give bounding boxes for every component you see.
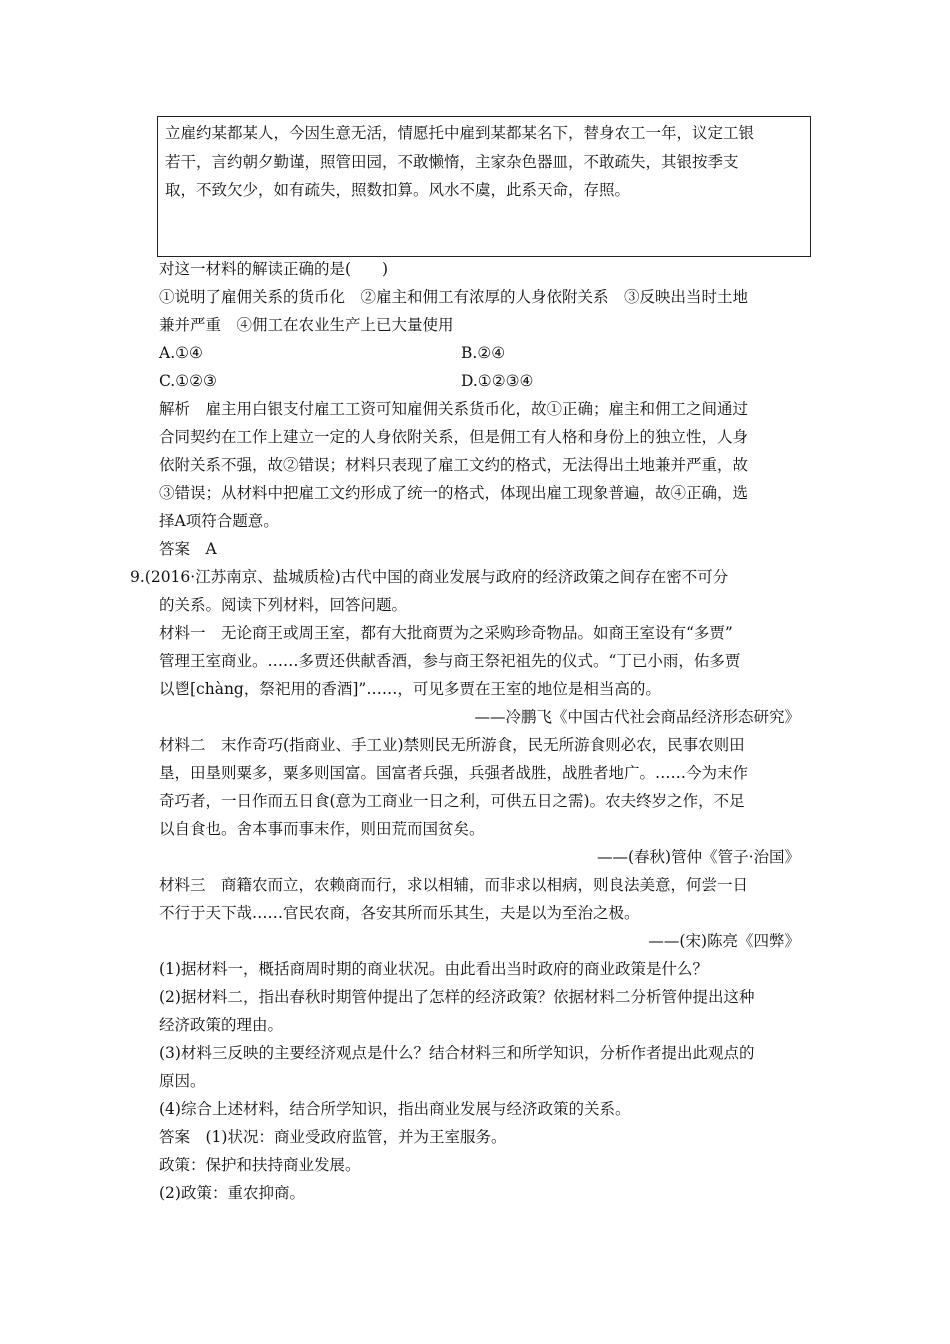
option-b: B.②④: [461, 344, 506, 362]
analysis-line: 合同契约在工作上建立一定的人身依附关系，但是佣工有人格和身份上的独立性，人身: [159, 428, 749, 446]
material-1-line: 管理王室商业。……多贾还供献香酒，参与商王祭祀祖先的仪式。“丁已小雨，佑多贾: [159, 652, 741, 670]
sub-question: 经济政策的理由。: [159, 1016, 284, 1034]
sub-question: (2)据材料二，指出春秋时期管仲提出了怎样的经济政策？依据材料二分析管仲提出这种: [159, 988, 755, 1006]
material-3-source: ——(宋)陈亮《四弊》: [648, 932, 800, 950]
sub-question: 原因。: [159, 1072, 206, 1090]
answer-line: 答案 A: [159, 540, 217, 558]
option-d: D.①②③④: [461, 372, 534, 390]
material-2-source: ——(春秋)管仲《管子·治国》: [596, 848, 800, 866]
material-1-source: ——冷鹏飞《中国古代社会商品经济形态研究》: [474, 708, 800, 726]
statement-line: ①说明了雇佣关系的货币化 ②雇主和佣工有浓厚的人身依附关系 ③反映出当时土地: [159, 288, 749, 306]
statement-line: 兼并严重 ④佣工在农业生产上已大量使用: [159, 316, 454, 334]
option-a: A.①④: [159, 344, 203, 362]
material-2-line: 以自食也。舍本事而事末作，则田荒而国贫矣。: [159, 820, 485, 838]
answer-line: 答案 (1)状况：商业受政府监管，并为王室服务。: [159, 1128, 507, 1146]
material-3-line: 不行于天下哉……官民农商，各安其所而乐其生，夫是以为至治之极。: [159, 904, 640, 922]
sub-question: (4)综合上述材料，结合所学知识，指出商业发展与经济政策的关系。: [159, 1100, 631, 1118]
option-c: C.①②③: [159, 372, 217, 390]
question-9-stem: 9.(2016·江苏南京、盐城质检)古代中国的商业发展与政府的经济政策之间存在密不可分: [130, 568, 729, 586]
answer-line: 政策：保护和扶持商业发展。: [159, 1156, 361, 1174]
contract-line: 若干，言约朝夕勤谨，照管田园，不敢懒惰，主家杂色器皿，不敢疏失，其银按季支: [165, 153, 739, 171]
material-2-line: 奇巧者，一日作而五日食(意为工商业一日之利，可供五日之需)。农夫终岁之作，不足: [159, 792, 745, 810]
analysis-line: 择A项符合题意。: [159, 512, 279, 530]
material-2-line: 材料二 末作奇巧(指商业、手工业)禁则民无所游食，民无所游食则必农，民事农则田: [159, 736, 745, 754]
material-3-line: 材料三 商籍农而立，农赖商而行，求以相辅，而非求以相病，则良法美意，何尝一日: [159, 876, 749, 894]
question-9-stem: 的关系。阅读下列材料，回答问题。: [159, 596, 408, 614]
analysis-line: ③错误；从材料中把雇工文约形成了统一的格式，体现出雇工现象普遍，故④正确，选: [159, 484, 749, 502]
material-1-line: 材料一 无论商王或周王室，都有大批商贾为之采购珍奇物品。如商王室设有“多贾”: [159, 624, 733, 642]
question-stem: 对这一材料的解读正确的是( ): [159, 260, 389, 278]
contract-material-box: [157, 116, 811, 257]
sub-question: (1)据材料一，概括商周时期的商业状况。由此看出当时政府的商业政策是什么？: [159, 960, 708, 978]
material-1-line: 以鬯[chàng，祭祀用的香酒]”……，可见多贾在王室的地位是相当高的。: [159, 680, 661, 698]
material-2-line: 垦，田垦则粟多，粟多则国富。国富者兵强，兵强者战胜，战胜者地广。……今为末作: [159, 764, 749, 782]
answer-line: (2)政策：重农抑商。: [159, 1184, 305, 1202]
analysis-line: 依附关系不强，故②错误；材料只表现了雇工文约的格式，无法得出土地兼并严重，故: [159, 456, 749, 474]
sub-question: (3)材料三反映的主要经济观点是什么？结合材料三和所学知识，分析作者提出此观点的: [159, 1044, 755, 1062]
analysis-line: 解析 雇主用白银支付雇工工资可知雇佣关系货币化，故①正确；雇主和佣工之间通过: [159, 400, 749, 418]
contract-line: 立雇约某都某人，今因生意无活，情愿托中雇到某都某名下，替身农工一年，议定工银: [165, 124, 755, 142]
contract-line: 取，不致欠少，如有疏失，照数扣算。风水不虞，此系天命，存照。: [165, 181, 631, 199]
